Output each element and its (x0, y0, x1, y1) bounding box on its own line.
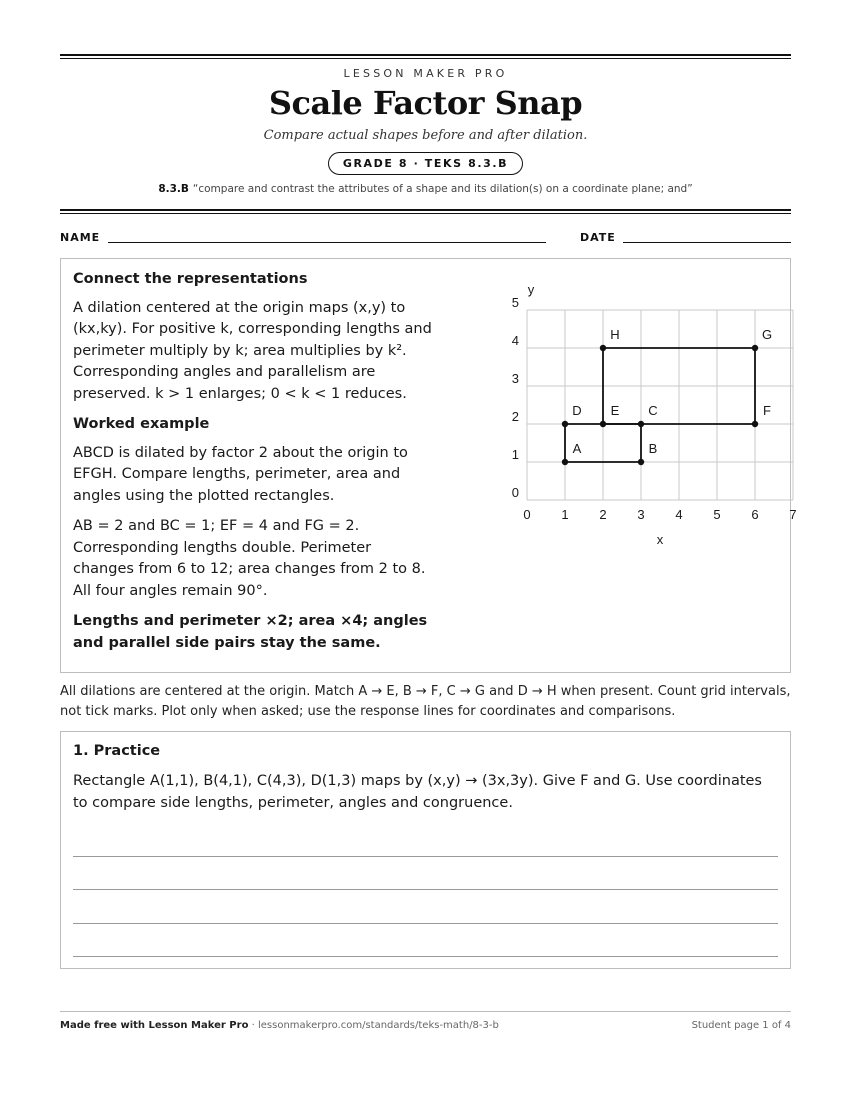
instructions-note: All dilations are centered at the origin. Match A → E, B → F, C → G and D → H when present. Count grid intervals, not tick marks. Plot only when asked; use the response lines for coordinates and comparisons. (60, 684, 791, 719)
point-label-b: B (648, 441, 658, 456)
response-line[interactable] (73, 889, 778, 890)
practice-title: 1. Practice (73, 743, 161, 759)
page-title: Scale Factor Snap (268, 84, 583, 122)
x-tick-label: 4 (675, 507, 683, 522)
x-axis-label: x (656, 532, 664, 547)
point-b (638, 459, 644, 465)
y-tick-label: 0 (511, 485, 519, 500)
point-d (562, 421, 568, 427)
footer (60, 1020, 791, 1031)
page-subtitle: Compare actual shapes before and after dilation. (263, 128, 588, 143)
y-tick-label: 2 (511, 409, 519, 424)
coordinate-plane-chart (466, 269, 797, 549)
x-tick-label: 5 (713, 507, 721, 522)
response-line[interactable] (73, 923, 778, 924)
example-result: AB = 2 and BC = 1; EF = 4 and FG = 2. Corresponding lengths double. Perimeter changes from 6 to 12; area changes from 2 to 8. All four angles remain 90°. (73, 518, 426, 599)
point-label-d: D (572, 403, 582, 418)
date-field[interactable] (623, 242, 791, 243)
point-label-a: A (572, 441, 582, 456)
chart-grid (527, 310, 793, 500)
point-label-g: G (761, 327, 773, 342)
y-tick-label: 3 (511, 371, 519, 386)
x-tick-label: 7 (789, 507, 797, 522)
practice-box (60, 731, 791, 969)
point-e (600, 421, 606, 427)
x-tick-label: 2 (599, 507, 607, 522)
response-line[interactable] (73, 856, 778, 857)
chart-points (562, 345, 758, 465)
response-line[interactable] (73, 956, 778, 957)
y-tick-label: 4 (511, 333, 519, 348)
y-tick-label: 1 (511, 447, 519, 462)
example-text: ABCD is dilated by factor 2 about the origin to EFGH. Compare lengths, perimeter, area and angles using the plotted rectangles. (73, 444, 408, 504)
x-tick-label: 0 (523, 507, 531, 522)
standard-code: 8.3.B (158, 183, 189, 195)
point-h (600, 345, 606, 351)
badge-container (60, 152, 791, 175)
footer-page-number: Student page 1 of 4 (691, 1020, 791, 1031)
standard-line (60, 183, 791, 195)
footer-made-with: Made free with Lesson Maker Pro (60, 1020, 249, 1031)
x-tick-label: 1 (561, 507, 569, 522)
top-rule-inner (60, 58, 791, 59)
footer-rule (60, 1011, 791, 1012)
example-heading: Worked example (73, 416, 210, 432)
top-rule (60, 54, 791, 56)
point-a (562, 459, 568, 465)
practice-text: Rectangle A(1,1), B(4,1), C(4,3), D(1,3) maps by (x,y) → (3x,3y). Give F and G. Use coordinates to compare side lengths, perimeter, angles and congruence. (73, 773, 762, 811)
point-label-f: F (763, 403, 771, 418)
grade-badge: GRADE 8 · TEKS 8.3.B (328, 152, 523, 175)
point-label-c: C (648, 403, 658, 418)
point-f (752, 421, 758, 427)
y-tick-label: 5 (511, 295, 519, 310)
lesson-text (73, 269, 433, 663)
footer-url: · lessonmakerpro.com/standards/teks-math/8-3-b (251, 1020, 499, 1031)
worksheet-page (60, 0, 797, 1100)
chart-polygons (565, 348, 755, 462)
brand-name: LESSON MAKER PRO (343, 67, 508, 80)
lesson-box (60, 258, 797, 673)
lesson-intro: A dilation centered at the origin maps (x,y) to (kx,ky). For positive k, corresponding lengths and perimeter multiply by k; area multiplies by k². Corresponding angles and parallelism are preserved. k > 1 enlarges; 0 < k < 1 reduces. (73, 299, 432, 402)
y-axis-label: y (527, 282, 535, 297)
header-rule-inner (60, 213, 791, 214)
name-label: NAME (60, 231, 101, 244)
student-fields (60, 231, 791, 247)
x-tick-label: 3 (637, 507, 645, 522)
point-g (752, 345, 758, 351)
name-field[interactable] (108, 242, 546, 243)
point-label-h: H (610, 327, 620, 342)
x-tick-label: 6 (751, 507, 759, 522)
point-c (638, 421, 644, 427)
date-label: DATE (580, 231, 616, 244)
lesson-heading: Connect the representations (73, 271, 308, 287)
lesson-conclusion: Lengths and perimeter ×2; area ×4; angles and parallel side pairs stay the same. (73, 613, 428, 651)
header-rule (60, 209, 791, 211)
point-label-e: E (610, 403, 620, 418)
standard-text: “compare and contrast the attributes of a shape and its dilation(s) on a coordinate plane; and” (192, 183, 693, 195)
